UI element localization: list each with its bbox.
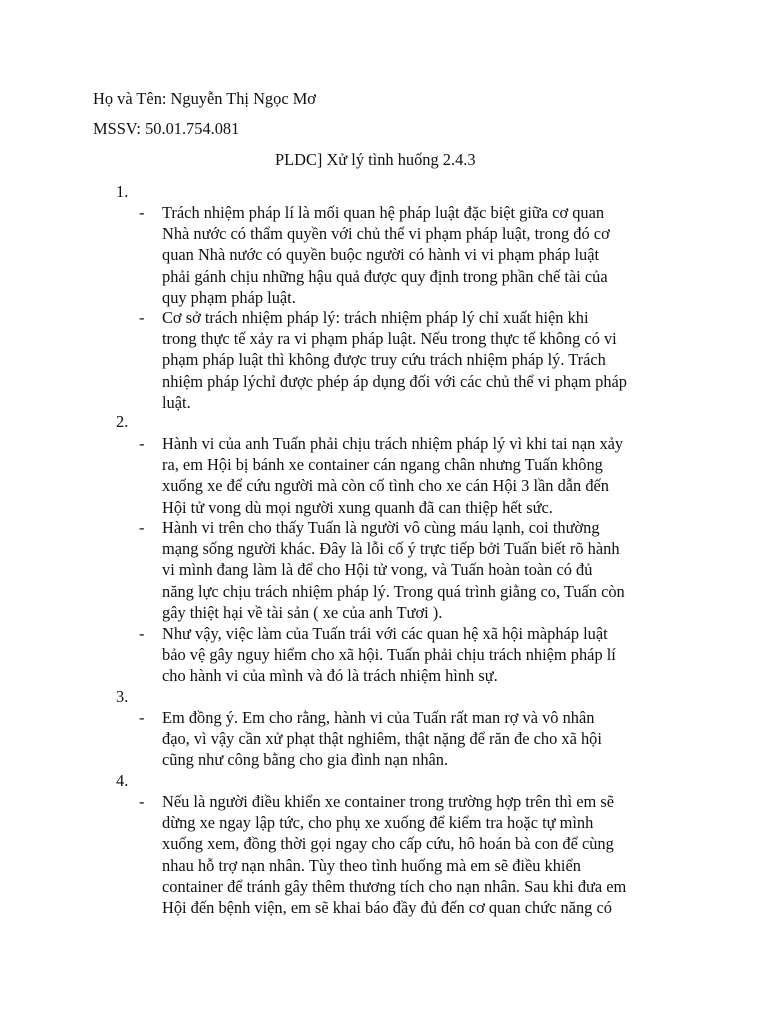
bullet-dash: - [139,203,145,222]
paragraph-line: Em đồng ý. Em cho rằng, hành vi của Tuấn rất man rợ và vô nhân [162,708,595,727]
paragraph-line: Hành vi của anh Tuấn phải chịu trách nhiệm pháp lý vì khi tai nạn xảy [162,434,624,453]
bullet-dash: - [139,792,145,811]
bullet-paragraph [162,517,692,623]
bullet-dash: - [139,434,145,453]
paragraph-line: bảo vệ gây nguy hiểm cho xã hội. Tuấn phải chịu trách nhiệm pháp lí [162,645,616,665]
bullet-paragraph [162,623,692,687]
document-title: PLDC] Xử lý tình huống 2.4.3 [275,150,476,169]
paragraph-line: Cơ sở trách nhiệm pháp lý: trách nhiệm pháp lý chỉ xuất hiện khi [162,308,589,327]
student-name-line: Họ và Tên: Nguyễn Thị Ngọc Mơ [93,89,316,108]
paragraph-line: gây thiệt hại về tài sản ( xe của anh Tươi ). [162,602,443,622]
bullet-paragraph [162,707,692,771]
paragraph-line: Hành vi trên cho thấy Tuấn là người vô cùng máu lạnh, coi thường [162,518,600,537]
paragraph-line: trong thực tế xảy ra vi phạm pháp luật. Nếu trong thực tế không có vi [162,329,617,349]
paragraph-line: quy phạm pháp luật. [162,287,296,307]
paragraph-line: quan Nhà nước có quyền buộc người có hành vi vi phạm pháp luật [162,245,600,265]
paragraph-line: mạng sống người khác. Đây là lỗi cố ý trực tiếp bởi Tuấn biết rõ hành [162,539,620,559]
paragraph-line: vi mình đang làm là để cho Hội tử vong, và Tuấn hoàn toàn có đủ [162,560,593,580]
paragraph-line: năng lực chịu trách nhiệm pháp lý. Trong quá trình giằng co, Tuấn còn [162,581,625,601]
paragraph-line: nhiệm pháp lýchỉ được phép áp dụng đối với các chủ thể vi phạm pháp [162,371,628,391]
paragraph-line: Trách nhiệm pháp lí là mối quan hệ pháp luật đặc biệt giữa cơ quan [162,203,605,222]
paragraph-line: Hội tử vong dù mọi người xung quanh đã can thiệp hết sức. [162,497,553,517]
paragraph-line: Nhà nước có thẩm quyền với chủ thể vi phạm pháp luật, trong đó cơ [162,224,610,244]
paragraph-line: nhau hỗ trợ nạn nhân. Tùy theo tình huống mà em sẽ điều khiển [162,855,581,875]
paragraph-line: luật. [162,392,191,412]
student-id-line: MSSV: 50.01.754.081 [93,119,240,138]
paragraph-line: container để tránh gây thêm thương tích cho nạn nhân. Sau khi đưa em [162,876,627,896]
paragraph-line: Nếu là người điều khiển xe container trong trường hợp trên thì em sẽ [162,792,615,811]
bullet-paragraph [162,791,692,918]
paragraph-line: phạm pháp luật thì không được truy cứu trách nhiệm pháp lý. Trách [162,350,606,370]
bullet-paragraph [162,202,692,308]
paragraph-line: xuống xe để cứu người mà còn cố tình cho xe cán Hội 3 lần dẫn đến [162,476,610,496]
bullet-paragraph [162,307,692,413]
paragraph-line: dừng xe ngay lập tức, cho phụ xe xuống để kiểm tra hoặc tự mình [162,813,594,833]
paragraph-line: phải gánh chịu những hậu quả được quy định trong phần chế tài của [162,266,608,286]
section-number: 2. [116,412,129,431]
paragraph-line: cũng như công bằng cho gia đình nạn nhân. [162,750,449,770]
paragraph-line: Như vậy, việc làm của Tuấn trái với các quan hệ xã hội màpháp luật [162,624,608,643]
bullet-dash: - [139,624,145,643]
paragraph-line: ra, em Hội bị bánh xe container cán ngang chân nhưng Tuấn không [162,455,603,475]
bullet-dash: - [139,518,145,537]
bullet-paragraph [162,433,692,518]
section-number: 1. [116,182,129,201]
paragraph-line: đạo, vì vậy cần xử phạt thật nghiêm, thật nặng để răn đe cho xã hội [162,729,602,749]
bullet-dash: - [139,308,145,327]
paragraph-line: xuống xem, đồng thời gọi ngay cho cấp cứu, hô hoán bà con để cùng [162,834,614,854]
bullet-dash: - [139,708,145,727]
paragraph-line: Hội đến bệnh viện, em sẽ khai báo đầy đủ đến cơ quan chức năng có [162,898,612,918]
section-number: 3. [116,687,129,706]
paragraph-line: cho hành vi của mình và đó là trách nhiệm hình sự. [162,666,498,686]
section-number: 4. [116,771,129,790]
